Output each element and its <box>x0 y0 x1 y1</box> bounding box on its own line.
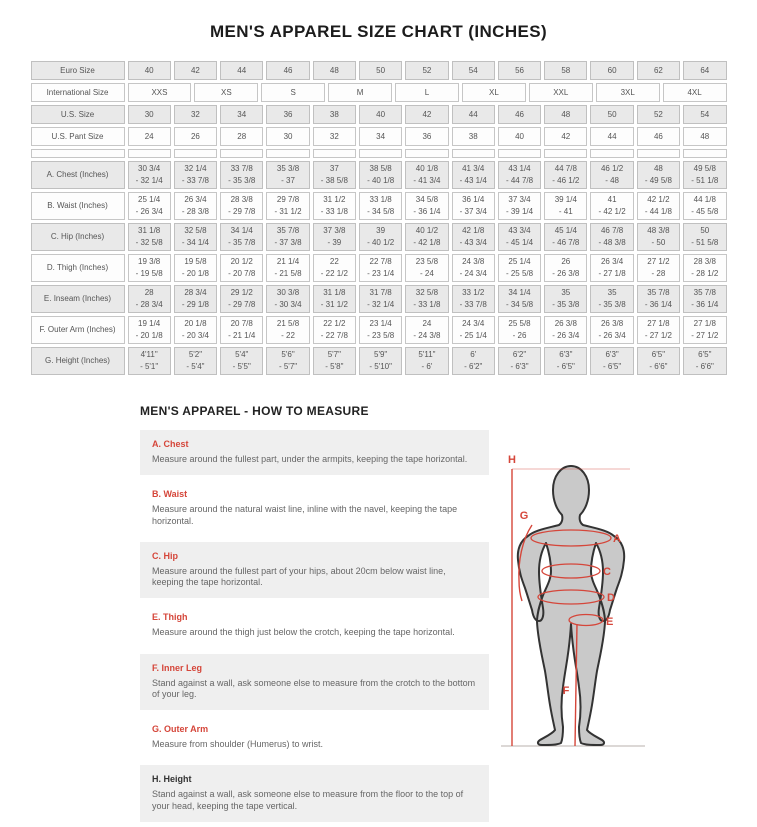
row-label: D. Thigh (Inches) <box>31 254 125 282</box>
size-cell <box>266 149 309 158</box>
male-silhouette-icon <box>518 466 624 745</box>
size-cell: 36 <box>405 127 448 146</box>
row-b-waist-inches <box>31 192 727 220</box>
size-cell: 50 <box>359 61 402 80</box>
size-cell: 48 <box>313 61 356 80</box>
size-cell: 28 <box>220 127 263 146</box>
size-cell: 24 - 24 3/8 <box>405 316 448 344</box>
measure-item-heading: C. Hip <box>152 550 178 561</box>
size-cell: 44 1/8 - 45 5/8 <box>683 192 726 220</box>
size-cell: 6'2" - 6'3" <box>498 347 541 375</box>
size-chart-section <box>0 0 757 378</box>
size-cell: 27 1/8 - 27 1/2 <box>637 316 680 344</box>
size-cell: 29 1/2 - 29 7/8 <box>220 285 263 313</box>
size-cell: XS <box>194 83 258 102</box>
measure-item-text: Measure around the fullest part of your hips, about 20cm below waist line, keeping the tape horizontal. <box>152 565 446 587</box>
size-cell: 38 <box>452 127 495 146</box>
size-cell: 21 5/8 - 22 <box>266 316 309 344</box>
size-cell: 4XL <box>663 83 727 102</box>
row-u-s-pant-size <box>31 127 727 146</box>
size-cell: 26 - 26 3/8 <box>544 254 587 282</box>
size-cell: 32 <box>174 105 217 124</box>
size-cell: 4'11" - 5'1" <box>128 347 171 375</box>
size-cell: 33 1/2 - 33 7/8 <box>452 285 495 313</box>
size-cell: 64 <box>683 61 726 80</box>
figure-label-height: H <box>508 454 516 466</box>
size-cell: 24 <box>128 127 171 146</box>
row-label: A. Chest (Inches) <box>31 161 125 189</box>
international-size-flex <box>128 83 727 102</box>
measure-list <box>140 430 489 827</box>
size-cell: 5'2" - 5'4" <box>174 347 217 375</box>
measure-item-heading: B. Waist <box>152 489 188 500</box>
measurement-figure <box>493 424 653 774</box>
size-cell: 40 <box>128 61 171 80</box>
row-euro-size <box>31 61 727 80</box>
size-cell: 22 7/8 - 23 1/4 <box>359 254 402 282</box>
row-d-thigh-inches <box>31 254 727 282</box>
size-cell: 32 <box>313 127 356 146</box>
size-cell: L <box>395 83 459 102</box>
size-cell: 29 7/8 - 31 1/2 <box>266 192 309 220</box>
size-cell: 56 <box>498 61 541 80</box>
size-cell: 23 5/8 - 24 <box>405 254 448 282</box>
measure-item-heading: E. Thigh <box>152 612 188 623</box>
size-cell: 39 - 40 1/2 <box>359 223 402 251</box>
size-cell: 37 3/8 - 39 <box>313 223 356 251</box>
row-label <box>31 149 125 158</box>
size-table <box>28 58 730 378</box>
size-cell: 6'3" - 6'5" <box>590 347 633 375</box>
size-cell: 22 - 22 1/2 <box>313 254 356 282</box>
size-cell: 5'6" - 5'7" <box>266 347 309 375</box>
row-label: G. Height (Inches) <box>31 347 125 375</box>
size-cell: 37 - 38 5/8 <box>313 161 356 189</box>
size-cell: 3XL <box>596 83 660 102</box>
size-cell: 46 1/2 - 48 <box>590 161 633 189</box>
size-cell: 6'5" - 6'6" <box>683 347 726 375</box>
size-cell: 26 <box>174 127 217 146</box>
measure-item-e-thigh <box>140 603 489 648</box>
size-cell: 38 5/8 - 40 1/8 <box>359 161 402 189</box>
size-cell: 48 <box>544 105 587 124</box>
size-cell: 26 3/4 - 28 3/8 <box>174 192 217 220</box>
size-cell: 5'9" - 5'10" <box>359 347 402 375</box>
how-to-measure-title: MEN'S APPAREL - HOW TO MEASURE <box>140 404 369 418</box>
size-cell <box>359 149 402 158</box>
row-label: International Size <box>31 83 125 102</box>
size-cell <box>220 149 263 158</box>
size-cell: 27 1/8 - 27 1/2 <box>683 316 726 344</box>
row-label: B. Waist (Inches) <box>31 192 125 220</box>
size-cell: 37 3/4 - 39 1/4 <box>498 192 541 220</box>
size-cell <box>174 149 217 158</box>
measure-item-heading: A. Chest <box>152 439 189 449</box>
size-cell: 44 <box>220 61 263 80</box>
size-cell: 25 5/8 - 26 <box>498 316 541 344</box>
measure-item-a-chest <box>140 430 489 475</box>
size-cell: 36 1/4 - 37 3/4 <box>452 192 495 220</box>
size-cell: 44 <box>452 105 495 124</box>
row-f-outer-arm-inches <box>31 316 727 344</box>
size-cell: 35 7/8 - 36 1/4 <box>683 285 726 313</box>
measure-item-text: Measure around the thigh just below the crotch, keeping the tape horizontal. <box>152 627 455 638</box>
size-cell: 39 1/4 - 41 <box>544 192 587 220</box>
body-diagram-icon <box>493 424 653 769</box>
size-cell: 31 1/8 - 32 5/8 <box>128 223 171 251</box>
size-cell: 42 1/8 - 43 3/4 <box>452 223 495 251</box>
size-cell: 19 1/4 - 20 1/8 <box>128 316 171 344</box>
size-cell <box>313 149 356 158</box>
size-cell: 35 - 35 3/8 <box>590 285 633 313</box>
size-cell: 42 <box>174 61 217 80</box>
size-cell: 31 7/8 - 32 1/4 <box>359 285 402 313</box>
figure-label-outer-arm: G <box>519 510 529 522</box>
figure-label-chest: A <box>613 533 621 545</box>
size-cell: 43 3/4 - 45 1/4 <box>498 223 541 251</box>
size-cell: 50 <box>590 105 633 124</box>
size-cell: 34 <box>359 127 402 146</box>
size-cell: 42 <box>544 127 587 146</box>
size-cell: 20 1/8 - 20 3/4 <box>174 316 217 344</box>
size-cell: 32 1/4 - 33 7/8 <box>174 161 217 189</box>
size-cell: 46 <box>637 127 680 146</box>
size-cell: 48 3/8 - 50 <box>637 223 680 251</box>
size-cell <box>405 149 448 158</box>
size-cell: 42 <box>405 105 448 124</box>
size-table-body <box>31 61 727 375</box>
size-cell: S <box>261 83 325 102</box>
size-cell: 48 - 49 5/8 <box>637 161 680 189</box>
size-cell <box>544 149 587 158</box>
size-cell <box>498 149 541 158</box>
size-cell: 24 3/4 - 25 1/4 <box>452 316 495 344</box>
size-cell: 22 1/2 - 22 7/8 <box>313 316 356 344</box>
size-cell: 58 <box>544 61 587 80</box>
size-cell: 27 1/2 - 28 <box>637 254 680 282</box>
size-cell: 54 <box>452 61 495 80</box>
size-cell: 26 3/8 - 26 3/4 <box>590 316 633 344</box>
row-label: E. Inseam (Inches) <box>31 285 125 313</box>
size-cell: 45 1/4 - 46 7/8 <box>544 223 587 251</box>
size-cell: 33 1/8 - 34 5/8 <box>359 192 402 220</box>
row-empty <box>31 149 727 158</box>
figure-label-thigh: E <box>606 616 614 628</box>
figure-label-waist: C <box>603 566 611 578</box>
size-cell: 19 5/8 - 20 1/8 <box>174 254 217 282</box>
size-cell: 28 3/8 - 29 7/8 <box>220 192 263 220</box>
size-cell: 5'11" - 6' <box>405 347 448 375</box>
size-cell: 25 1/4 - 25 5/8 <box>498 254 541 282</box>
how-to-measure-section <box>140 404 655 827</box>
size-cell: 30 <box>266 127 309 146</box>
size-cell: 30 3/4 - 32 1/4 <box>128 161 171 189</box>
row-international-size <box>31 83 727 102</box>
row-e-inseam-inches <box>31 285 727 313</box>
size-cell: 40 1/8 - 41 3/4 <box>405 161 448 189</box>
size-cell <box>637 149 680 158</box>
row-label: F. Outer Arm (Inches) <box>31 316 125 344</box>
size-cell <box>128 149 171 158</box>
row-label: C. Hip (Inches) <box>31 223 125 251</box>
row-label: Euro Size <box>31 61 125 80</box>
size-cell: 52 <box>637 105 680 124</box>
measure-item-f-inner-leg <box>140 654 489 711</box>
row-g-height-inches <box>31 347 727 375</box>
size-cell: 41 - 42 1/2 <box>590 192 633 220</box>
size-cell: 38 <box>313 105 356 124</box>
size-cell: 32 5/8 - 34 1/4 <box>174 223 217 251</box>
size-cell: 25 1/4 - 26 3/4 <box>128 192 171 220</box>
size-cell: 31 1/8 - 31 1/2 <box>313 285 356 313</box>
size-cell: 42 1/2 - 44 1/8 <box>637 192 680 220</box>
international-size-cells <box>128 83 727 102</box>
size-cell: 6'5" - 6'6" <box>637 347 680 375</box>
size-cell: 28 - 28 3/4 <box>128 285 171 313</box>
size-cell: 6'3" - 6'5" <box>544 347 587 375</box>
size-cell: 34 1/4 - 35 7/8 <box>220 223 263 251</box>
size-cell: 40 <box>359 105 402 124</box>
size-cell: 24 3/8 - 24 3/4 <box>452 254 495 282</box>
size-cell: 5'7" - 5'8" <box>313 347 356 375</box>
figure-label-hip: D <box>607 592 615 604</box>
measure-item-h-height <box>140 765 489 822</box>
measure-item-b-waist <box>140 480 489 537</box>
size-cell <box>452 149 495 158</box>
size-cell: 44 7/8 - 46 1/2 <box>544 161 587 189</box>
size-cell: 23 1/4 - 23 5/8 <box>359 316 402 344</box>
row-a-chest-inches <box>31 161 727 189</box>
size-cell: 35 7/8 - 36 1/4 <box>637 285 680 313</box>
measure-item-text: Measure around the natural waist line, inline with the navel, keeping the tape horizontal. <box>152 504 458 526</box>
size-cell: 26 3/4 - 27 1/8 <box>590 254 633 282</box>
size-cell: 62 <box>637 61 680 80</box>
size-cell: 5'4" - 5'5" <box>220 347 263 375</box>
size-cell: 35 - 35 3/8 <box>544 285 587 313</box>
row-c-hip-inches <box>31 223 727 251</box>
size-cell: 60 <box>590 61 633 80</box>
size-cell: 30 <box>128 105 171 124</box>
size-cell: XXS <box>128 83 192 102</box>
size-cell: XL <box>462 83 526 102</box>
size-cell: 54 <box>683 105 726 124</box>
measure-item-text: Stand against a wall, ask someone else to measure from the floor to the top of your head, keeping the tape vertical. <box>152 789 464 811</box>
measure-item-text: Stand against a wall, ask someone else to measure from the crotch to the bottom of your leg. <box>152 677 476 699</box>
size-cell: 46 <box>498 105 541 124</box>
size-cell: 50 - 51 5/8 <box>683 223 726 251</box>
size-cell: 34 5/8 - 36 1/4 <box>405 192 448 220</box>
size-cell: 46 7/8 - 48 3/8 <box>590 223 633 251</box>
size-cell: 44 <box>590 127 633 146</box>
measure-item-g-outer-arm <box>140 715 489 760</box>
size-cell <box>683 149 726 158</box>
size-cell: 34 1/4 - 34 5/8 <box>498 285 541 313</box>
size-chart-title: MEN'S APPAREL SIZE CHART (INCHES) <box>209 22 548 41</box>
size-cell: 33 7/8 - 35 3/8 <box>220 161 263 189</box>
size-cell: 35 7/8 - 37 3/8 <box>266 223 309 251</box>
size-cell <box>590 149 633 158</box>
size-cell: 43 1/4 - 44 7/8 <box>498 161 541 189</box>
size-cell: 20 7/8 - 21 1/4 <box>220 316 263 344</box>
size-cell: 46 <box>266 61 309 80</box>
size-cell: 35 3/8 - 37 <box>266 161 309 189</box>
measure-item-c-hip <box>140 542 489 599</box>
how-to-measure-body <box>140 430 655 827</box>
size-cell: 32 5/8 - 33 1/8 <box>405 285 448 313</box>
size-cell: 28 3/8 - 28 1/2 <box>683 254 726 282</box>
size-cell: XXL <box>529 83 593 102</box>
size-cell: 52 <box>405 61 448 80</box>
size-cell: 19 3/8 - 19 5/8 <box>128 254 171 282</box>
size-cell: 48 <box>683 127 726 146</box>
size-cell: 41 3/4 - 43 1/4 <box>452 161 495 189</box>
measure-item-heading: G. Outer Arm <box>152 724 209 734</box>
size-cell: 26 3/8 - 26 3/4 <box>544 316 587 344</box>
row-label: U.S. Size <box>31 105 125 124</box>
size-cell: 28 3/4 - 29 1/8 <box>174 285 217 313</box>
size-cell: 20 1/2 - 20 7/8 <box>220 254 263 282</box>
size-cell: 34 <box>220 105 263 124</box>
size-cell: M <box>328 83 392 102</box>
figure-label-inner-leg: F <box>562 685 570 697</box>
size-cell: 49 5/8 - 51 1/8 <box>683 161 726 189</box>
size-cell: 6' - 6'2" <box>452 347 495 375</box>
row-u-s-size <box>31 105 727 124</box>
measure-item-text: Measure from shoulder (Humerus) to wrist. <box>152 739 324 749</box>
measure-item-heading: F. Inner Leg <box>152 662 203 673</box>
measure-item-text: Measure around the fullest part, under the armpits, keeping the tape horizontal. <box>152 454 468 464</box>
size-cell: 21 1/4 - 21 5/8 <box>266 254 309 282</box>
row-label: U.S. Pant Size <box>31 127 125 146</box>
size-cell: 30 3/8 - 30 3/4 <box>266 285 309 313</box>
size-cell: 40 1/2 - 42 1/8 <box>405 223 448 251</box>
size-cell: 36 <box>266 105 309 124</box>
measure-item-heading: H. Height <box>152 774 192 785</box>
size-cell: 31 1/2 - 33 1/8 <box>313 192 356 220</box>
size-cell: 40 <box>498 127 541 146</box>
